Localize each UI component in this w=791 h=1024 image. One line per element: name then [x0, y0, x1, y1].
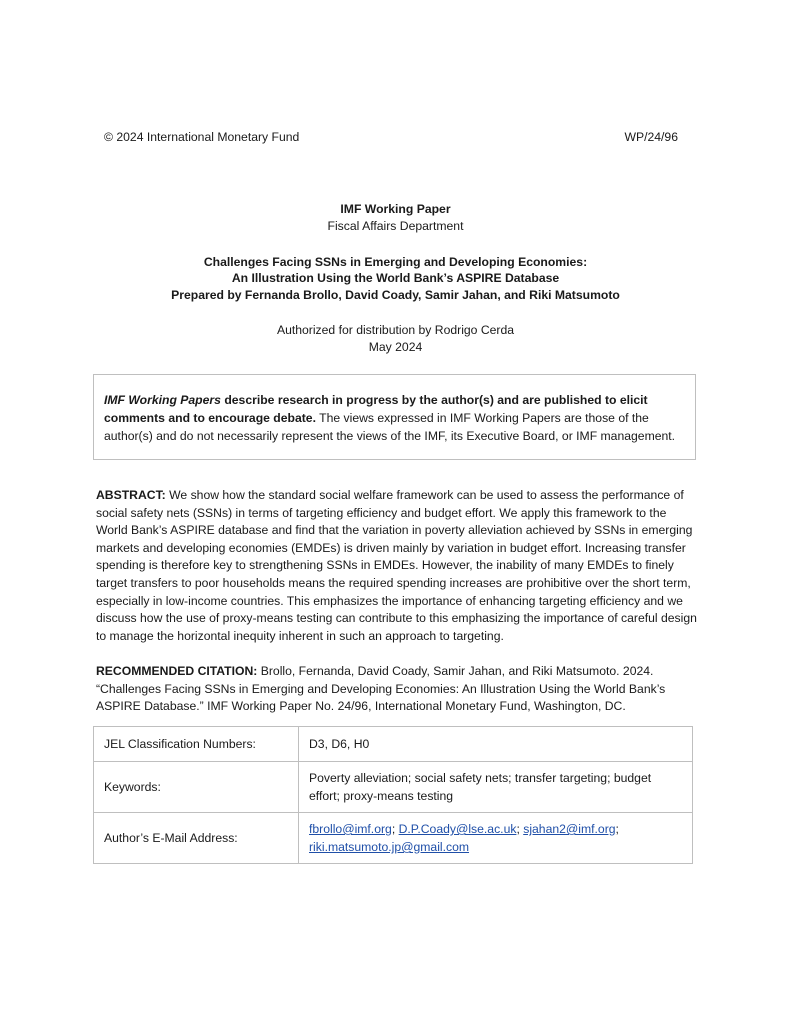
- authorized-by: Authorized for distribution by Rodrigo Cerda: [276, 323, 515, 337]
- copyright-notice: © 2024 International Monetary Fund: [104, 130, 300, 144]
- department: Fiscal Affairs Department: [327, 219, 464, 233]
- disclaimer-rest: The views expressed in IMF Working Papers are those of the author(s) and do not necessarily represent the views of the IMF, its Executive Board, or IMF management.: [104, 411, 676, 443]
- citation-label: RECOMMENDED CITATION:: [96, 664, 258, 678]
- working-paper-number: WP/24/96: [624, 130, 678, 144]
- email-link-brollo[interactable]: fbrollo@imf.org: [309, 822, 392, 836]
- prepared-by: Prepared by Fernanda Brollo, David Coady, Samir Jahan, and Riki Matsumoto: [171, 288, 620, 302]
- paper-title-line-2: An Illustration Using the World Bank’s ASPIRE Database: [231, 271, 560, 285]
- disclaimer-lead: IMF Working Papers: [104, 393, 221, 407]
- disclaimer-bold: describe research in progress by the author(s) and are published to elicit comments and to encourage debate.: [104, 393, 648, 425]
- disclaimer-text: [104, 391, 689, 445]
- jel-label: JEL Classification Numbers:: [94, 727, 299, 762]
- publication-date: May 2024: [368, 340, 423, 354]
- metadata-table: [93, 726, 693, 864]
- email-list: fbrollo@imf.org; D.P.Coady@lse.ac.uk; sjahan2@imf.org; riki.matsumoto.jp@gmail.com: [299, 813, 693, 864]
- paper-title-line-1: Challenges Facing SSNs in Emerging and Developing Economies:: [203, 255, 588, 269]
- abstract-text: We show how the standard social welfare framework can be used to assess the performance of social safety nets (SSNs) in terms of targeting efficiency and budget effort. We apply this framework to the World Bank’s ASPIRE database and find that the variation in poverty alleviation achieved by SSNs in emerging markets and developing economies (EMDEs) is driven mainly by variation in budget effort. Increasing transfer spending is therefore key to strengthening SSNs in EMDEs. However, the inability of many EMDEs to finely target transfers to poor households means the required spending increases are prohibitive over the short term, especially in low-income countries. This emphasizes the importance of enhancing targeting efficiency and we discuss how the use of proxy-means testing can contribute to this emphasizing the importance of careful design to manage the horizontal inequity inherent in such an approach to targeting.: [96, 488, 697, 643]
- email-link-coady[interactable]: D.P.Coady@lse.ac.uk: [398, 822, 517, 836]
- abstract: [96, 487, 700, 645]
- abstract-label: ABSTRACT:: [96, 488, 166, 502]
- keywords-label: Keywords:: [94, 762, 299, 813]
- email-link-matsumoto[interactable]: riki.matsumoto.jp@gmail.com: [309, 840, 470, 854]
- table-row: [94, 762, 693, 813]
- email-label: Author’s E-Mail Address:: [94, 813, 299, 864]
- jel-value: D3, D6, H0: [299, 727, 693, 762]
- keywords-value: Poverty alleviation; social safety nets; transfer targeting; budget effort; proxy-means testing: [299, 762, 693, 813]
- recommended-citation: [96, 663, 700, 716]
- table-row: [94, 813, 693, 864]
- citation-text: Brollo, Fernanda, David Coady, Samir Jahan, and Riki Matsumoto. 2024. “Challenges Facing SSNs in Emerging and Developing Economies: An Illustration Using the World Bank’s ASPIRE Database.” IMF Working Paper No. 24/96, International Monetary Fund, Washington, DC.: [96, 664, 666, 714]
- email-link-jahan[interactable]: sjahan2@imf.org: [523, 822, 616, 836]
- table-row: [94, 727, 693, 762]
- series-title: IMF Working Paper: [340, 202, 451, 216]
